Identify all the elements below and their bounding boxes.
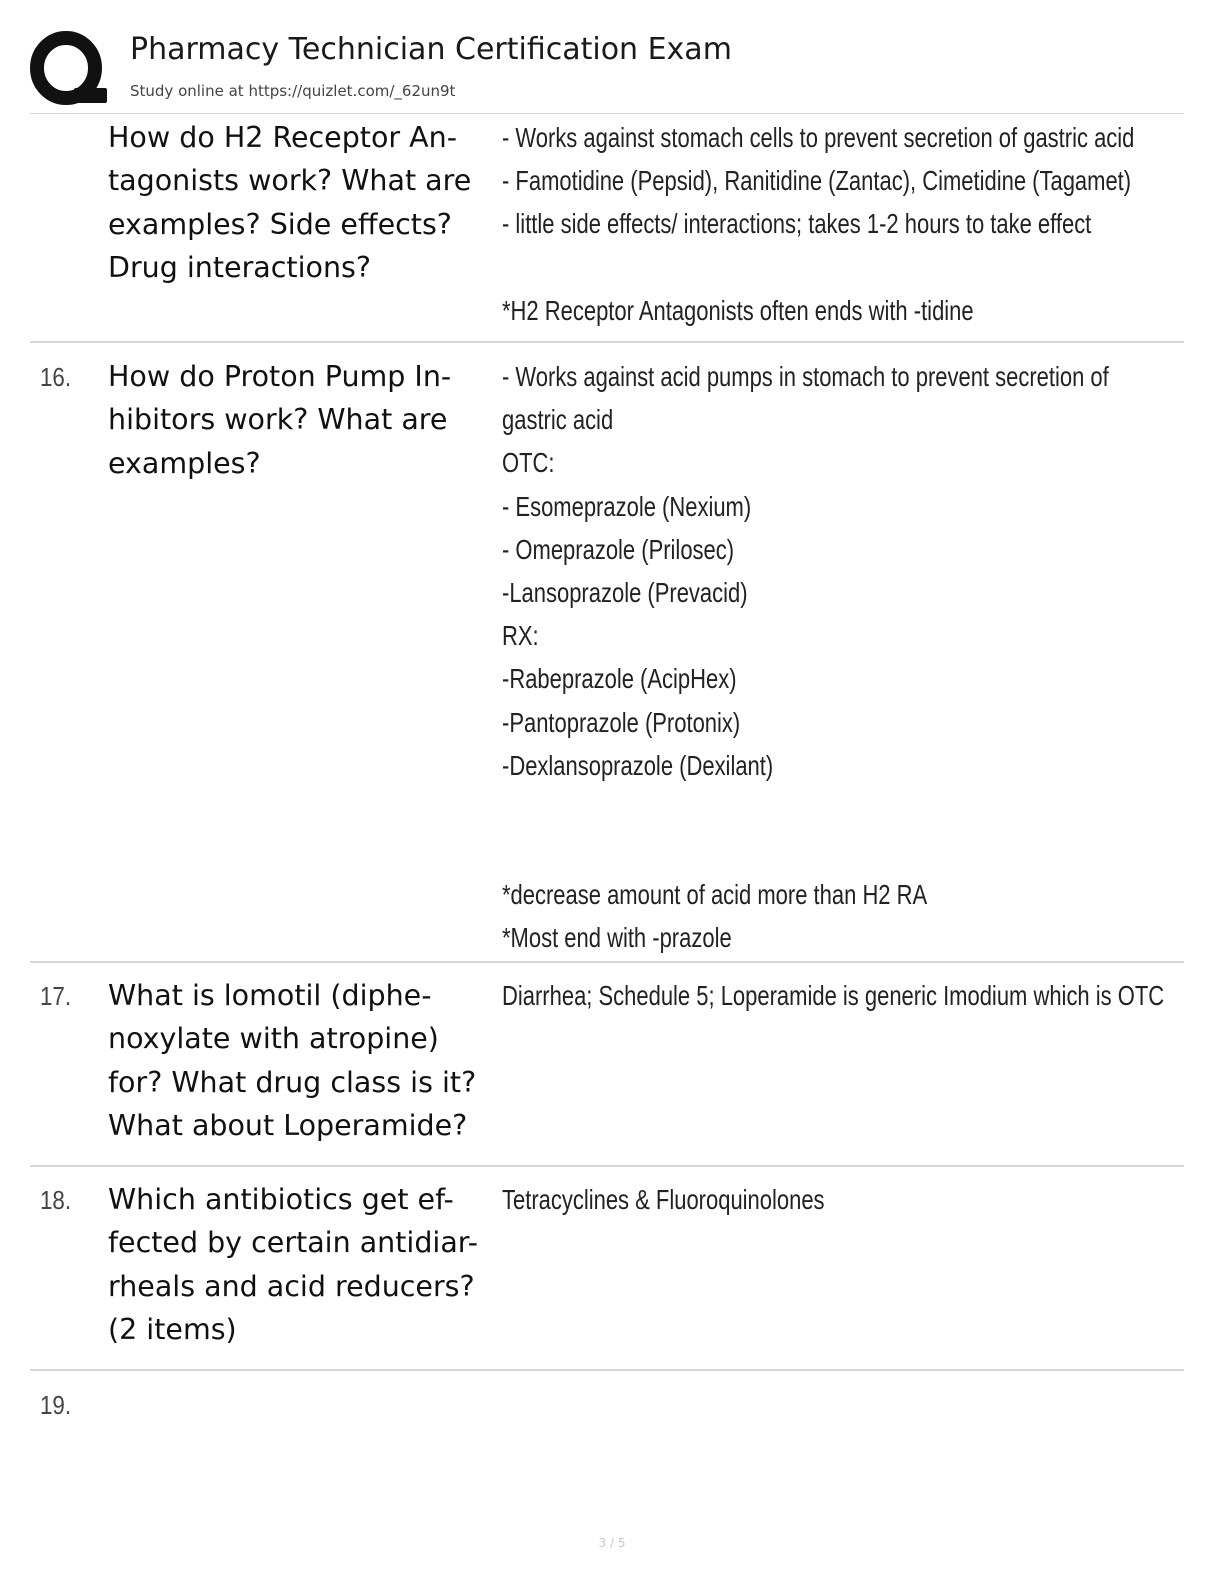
card-number: 19. xyxy=(40,1390,72,1420)
definition-line: RX: xyxy=(502,620,539,652)
definition-line: OTC: xyxy=(502,447,555,479)
card-definition xyxy=(502,1178,1099,1221)
term-line: Drug interactions? xyxy=(108,250,371,284)
definition-line: - Works against stomach cells to prevent secretion of gastric acid xyxy=(502,122,1135,153)
term-line: tagonists work? What are xyxy=(108,164,472,198)
card-term xyxy=(108,355,492,485)
definition-line xyxy=(502,787,1099,830)
term-line: (2 items) xyxy=(108,1312,237,1346)
definition-line: -Pantoprazole (Protonix) xyxy=(502,706,741,738)
definition-line: *Most end with -prazole xyxy=(502,922,732,954)
card-divider xyxy=(30,1369,1184,1371)
card-number: 16. xyxy=(40,362,72,392)
term-line: examples? Side effects? xyxy=(108,207,452,241)
definition-line: Diarrhea; Schedule 5; Loperamide is generic Imodium which is OTC xyxy=(502,980,1165,1011)
definition-line: - Esomeprazole (Nexium) xyxy=(502,490,752,522)
card-divider xyxy=(30,961,1184,963)
term-line: What about Loperamide? xyxy=(108,1108,468,1142)
page-number: 3 / 5 xyxy=(598,1536,626,1550)
term-line: How do Proton Pump In- xyxy=(108,360,452,393)
definition-line: -Lansoprazole (Prevacid) xyxy=(502,576,748,608)
definition-line: *H2 Receptor Antagonists often ends with -tidine xyxy=(502,294,974,326)
definition-line: - Famotidine (Pepsid), Ranitidine (Zantac), Cimetidine (Tagamet) xyxy=(502,165,1132,197)
card-number: 17. xyxy=(40,981,72,1011)
definition-line: -Dexlansoprazole (Dexilant) xyxy=(502,749,774,781)
term-line: hibitors work? What are xyxy=(108,403,448,437)
definition-line: - Omeprazole (Prilosec) xyxy=(502,533,735,565)
term-line: What is lomotil (diphe- xyxy=(108,979,432,1012)
card-definition xyxy=(502,116,1135,332)
term-line: noxylate with atropine) xyxy=(108,1022,439,1056)
definition-line xyxy=(502,830,1099,873)
header-divider xyxy=(30,113,1184,114)
term-line: How do H2 Receptor An- xyxy=(108,121,458,154)
card-definition xyxy=(502,355,1109,960)
definition-line: Tetracyclines & Fluoroquinolones xyxy=(502,1184,825,1215)
term-line: fected by certain antidiar- xyxy=(108,1226,478,1260)
definition-line: - Works against acid pumps in stomach to prevent secretion of xyxy=(502,361,1109,392)
page-title: Pharmacy Technician Certification Exam xyxy=(130,32,732,67)
card-divider xyxy=(30,341,1184,343)
card-number: 18. xyxy=(40,1185,72,1215)
term-line: examples? xyxy=(108,446,261,480)
term-line: Which antibiotics get ef- xyxy=(108,1183,454,1216)
study-link[interactable]: Study online at https://quizlet.com/_62un9t xyxy=(130,82,456,100)
card-definition xyxy=(502,974,1165,1017)
card-term xyxy=(108,116,492,289)
page-header xyxy=(30,28,1190,110)
card-term xyxy=(108,974,492,1147)
card-divider xyxy=(30,1165,1184,1167)
definition-line: - little side effects/ interactions; takes 1-2 hours to take effect xyxy=(502,208,1092,240)
term-line: rheals and acid reducers? xyxy=(108,1269,475,1303)
definition-line: *decrease amount of acid more than H2 RA xyxy=(502,879,928,911)
quizlet-logo-icon xyxy=(30,30,110,108)
definition-line: -Rabeprazole (AcipHex) xyxy=(502,663,737,695)
term-line: for? What drug class is it? xyxy=(108,1065,477,1099)
definition-line xyxy=(502,246,1099,289)
definition-line: gastric acid xyxy=(502,404,614,436)
card-term xyxy=(108,1178,492,1351)
